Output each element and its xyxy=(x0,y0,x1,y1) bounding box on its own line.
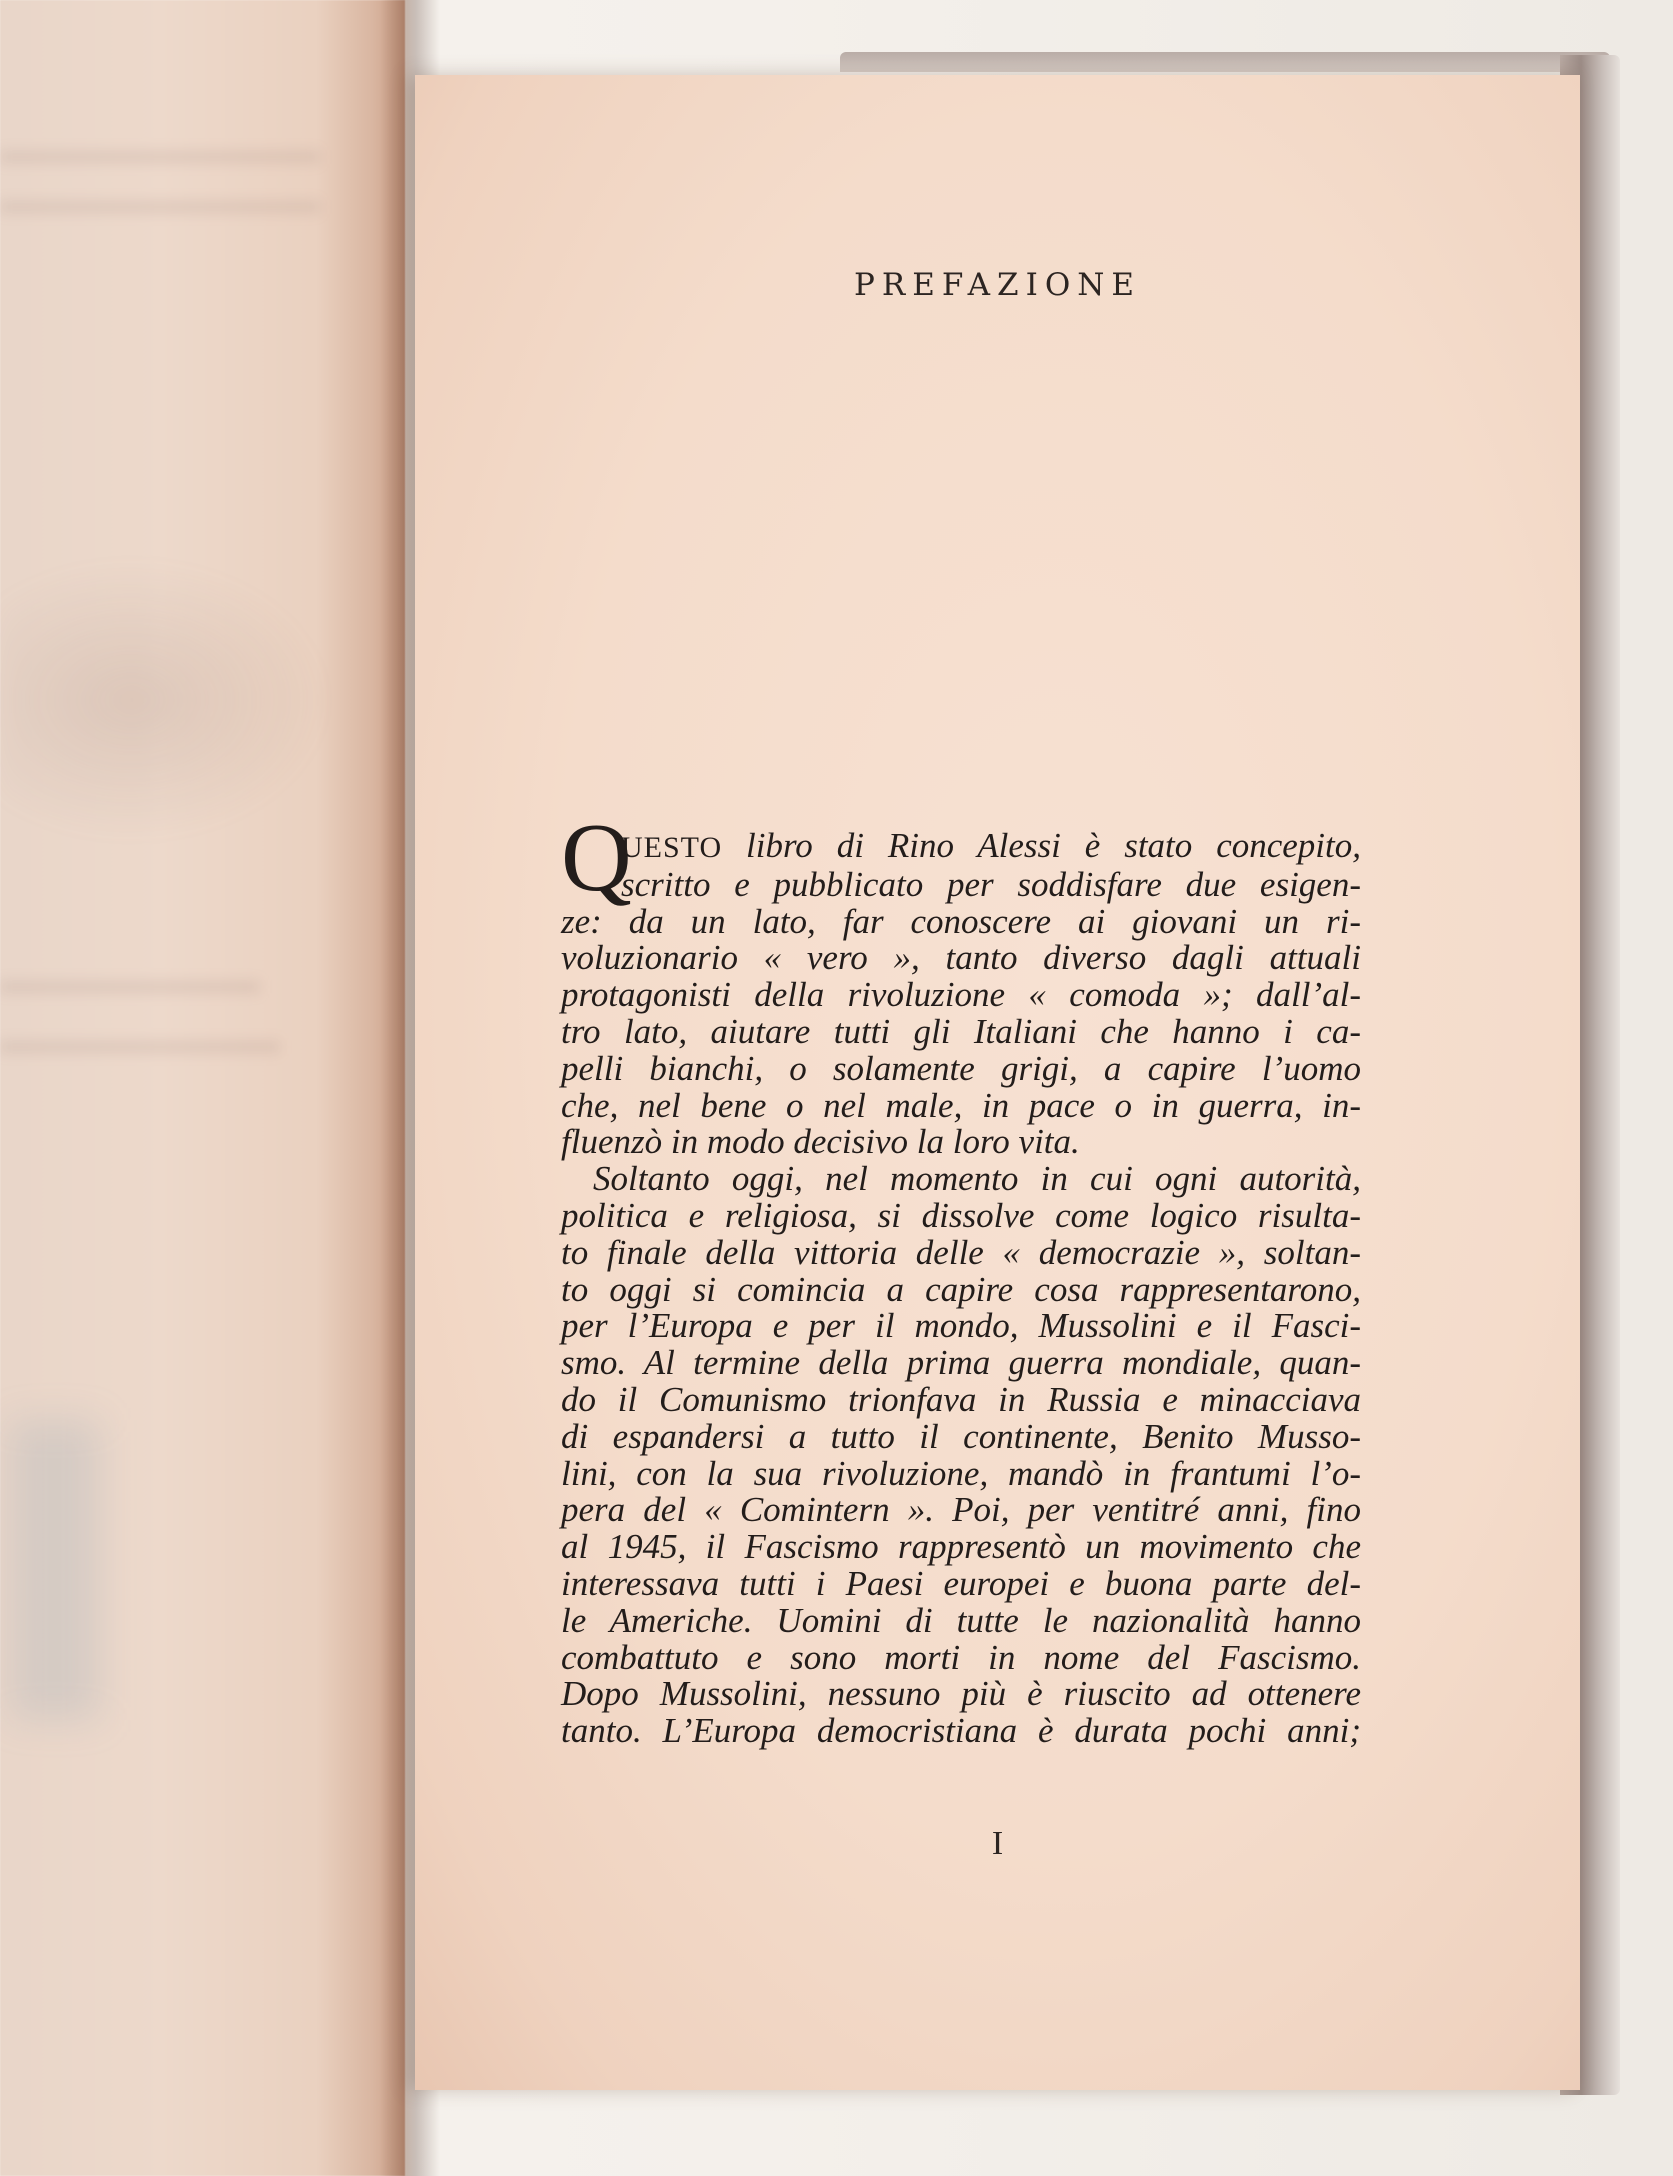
first-word-smallcaps: UESTO xyxy=(621,831,723,864)
text-line: che, nel bene o nel male, in pace o in guerra, in- xyxy=(561,1085,1361,1125)
text-line: combattuto e sono morti in nome del Fascismo. xyxy=(561,1637,1361,1677)
text-line: Soltanto oggi, nel momento in cui ogni autorità, xyxy=(593,1159,1361,1199)
text-line: UESTO libro di Rino Alessi è stato concepito, xyxy=(621,826,1361,865)
faded-text-line xyxy=(0,1040,280,1054)
paragraph-2 xyxy=(561,1161,1361,1750)
text-line: tanto. L’Europa democristiana è durata pochi anni; xyxy=(561,1711,1361,1751)
text-line: to oggi si comincia a capire cosa rappresentarono, xyxy=(561,1269,1361,1309)
text-line: politica e religiosa, si dissolve come logico risulta- xyxy=(561,1195,1361,1235)
text-line: Dopo Mussolini, nessuno più è riuscito ad ottenere xyxy=(561,1674,1361,1714)
page-text-layer xyxy=(415,75,1580,2090)
text-line: le Americhe. Uomini di tutte le nazionalità hanno xyxy=(561,1600,1361,1640)
text-line: do il Comunismo trionfava in Russia e minacciava xyxy=(561,1379,1361,1419)
book-cover-top-edge xyxy=(840,52,1610,72)
text-line: al 1945, il Fascismo rappresentò un movimento che xyxy=(561,1527,1361,1567)
text-line: di espandersi a tutto il continente, Benito Musso- xyxy=(561,1416,1361,1456)
text-line: fluenzò in modo decisivo la loro vita. xyxy=(561,1122,1080,1162)
faded-text-line xyxy=(0,980,260,994)
text-line: lini, con la sua rivoluzione, mandò in frantumi l’o- xyxy=(561,1453,1361,1493)
page-number: I xyxy=(991,1825,1004,1862)
text-line: protagonisti della rivoluzione « comoda »; dall’al- xyxy=(561,975,1361,1015)
faded-illustration xyxy=(10,1420,100,1720)
text-line: ze: da un lato, far conoscere ai giovani un ri- xyxy=(561,901,1361,941)
text-line: interessava tutti i Paesi europei e buona parte del- xyxy=(561,1563,1361,1603)
faded-text-line xyxy=(0,200,320,214)
text-line: tro lato, aiutare tutti gli Italiani che hanno i ca- xyxy=(561,1011,1361,1051)
text-line: voluzionario « vero », tanto diverso dagli attuali xyxy=(561,938,1361,978)
faded-title-area xyxy=(0,560,330,840)
drop-cap-letter: Q xyxy=(561,804,632,912)
text-line: to finale della vittoria delle « democrazie », soltan- xyxy=(561,1232,1361,1272)
page-title: PREFAZIONE xyxy=(854,267,1141,303)
text-line: pera del « Comintern ». Poi, per ventitré anni, fino xyxy=(561,1490,1361,1530)
paragraph-1 xyxy=(561,828,1361,1161)
faded-text-line xyxy=(0,150,320,164)
text-line: scritto e pubblicato per soddisfare due esigen- xyxy=(621,864,1361,904)
preface-text xyxy=(561,828,1361,1750)
text-line: pelli bianchi, o solamente grigi, a capire l’uomo xyxy=(561,1048,1361,1088)
text-line: smo. Al termine della prima guerra mondiale, quan- xyxy=(561,1343,1361,1383)
text-line: per l’Europa e per il mondo, Mussolini e il Fasci- xyxy=(561,1306,1361,1346)
left-facing-page xyxy=(0,0,405,2176)
